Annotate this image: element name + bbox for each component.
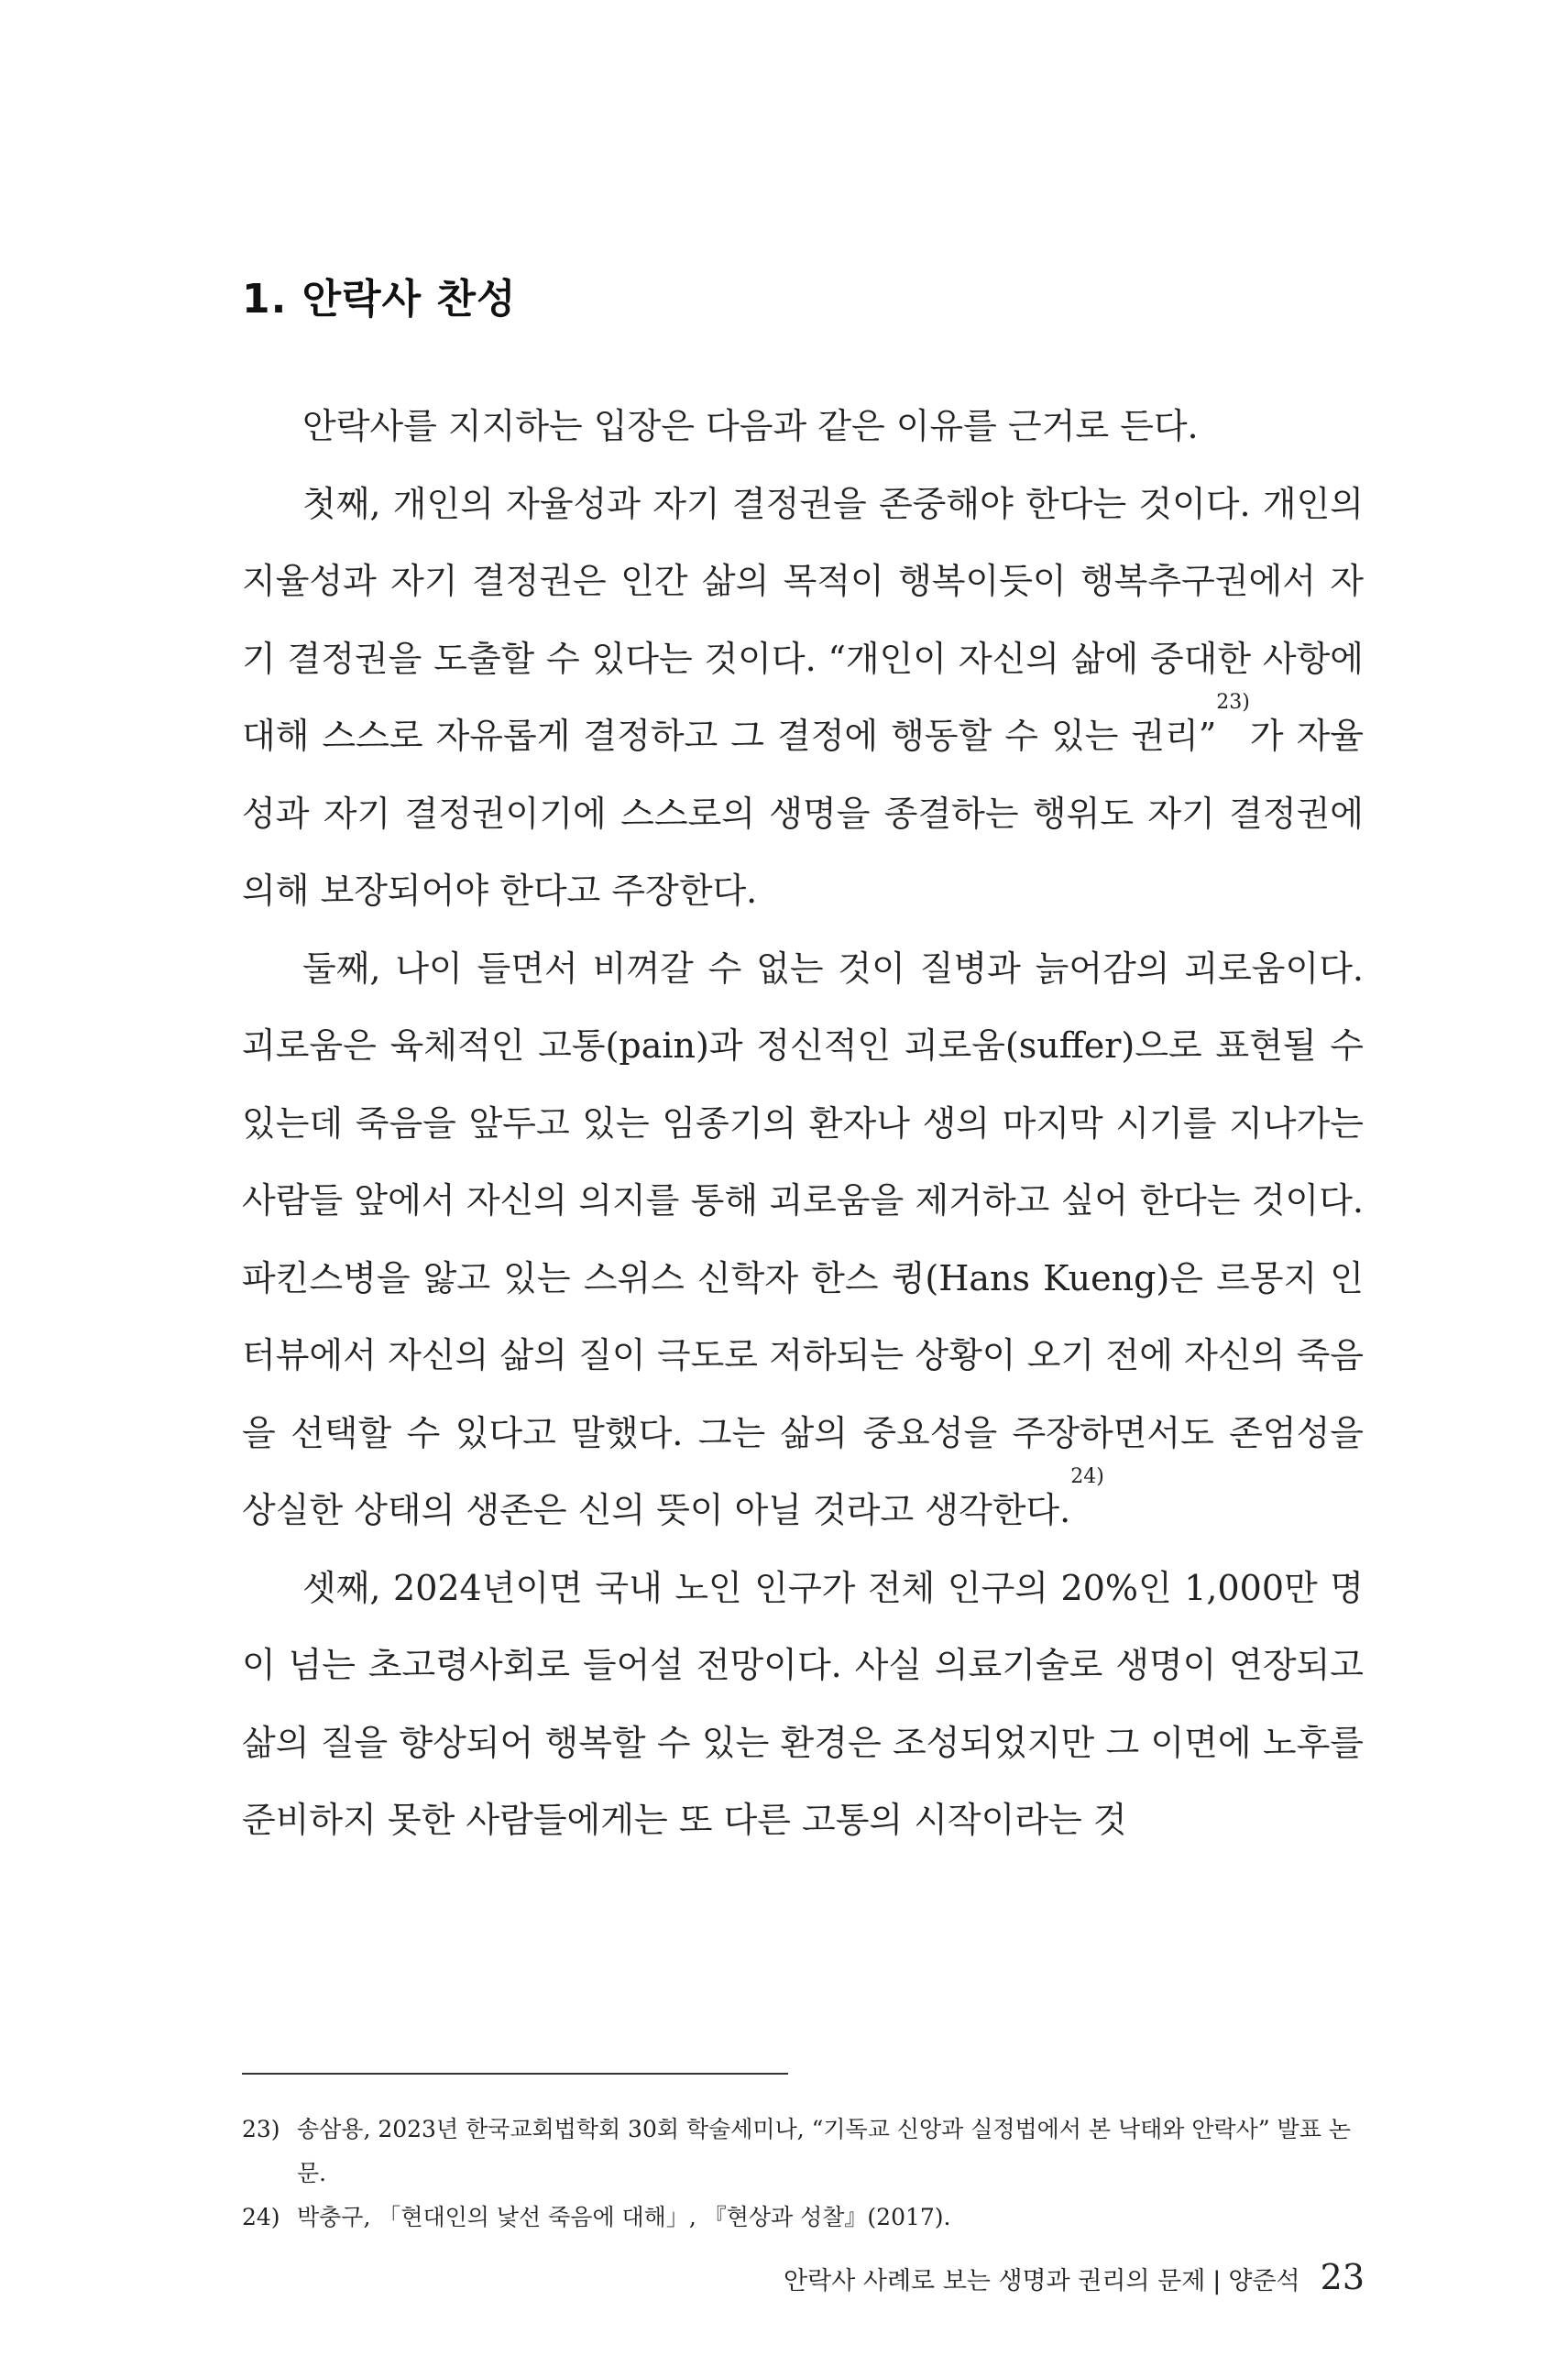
footnote-item [242, 2196, 1364, 2240]
footnote-item [242, 2108, 1364, 2196]
paragraph-1 [242, 388, 1364, 466]
footnote-text: 박충구, 「현대인의 낯선 죽음에 대해」, 『현상과 성찰』(2017). [297, 2204, 951, 2230]
paragraph-3 [242, 930, 1364, 1550]
section-heading: 1. 안락사 찬성 [242, 276, 517, 323]
paragraph-4 [242, 1550, 1364, 1859]
footnote-ref-24[interactable]: 24) [1070, 1465, 1104, 1488]
paragraph-1-text: 안락사를 지지하는 입장은 다음과 같은 이유를 근거로 든다. [302, 406, 1199, 446]
footnotes [242, 2108, 1364, 2240]
running-footer [784, 2257, 1365, 2297]
footnote-divider [242, 2073, 788, 2075]
paragraph-3-text: 둘째, 나이 들면서 비껴갈 수 없는 것이 질병과 늙어감의 괴로움이다. 괴로움은 육체적인 고통(pain)과 정신적인 괴로움(suffer)으로 표현될 수 있는데 죽음을 앞두고 있는 임종기의 환자나 생의 마지막 시기를 지나가는 사람들 앞에서 자신의 의지를 통해 괴로움을 제거하고 싶어 한다는 것이다. 파킨스병을 앓고 있는 스위스 신학자 한스 큉(Hans Kueng)은 르몽지 인터뷰에서 자신의 삶의 질이 극도로 저하되는 상황이 오기 전에 자신의 죽음을 선택할 수 있다고 말했다. 그는 삶의 중요성을 주장하면서도 존엄성을 상실한 상태의 생존은 신의 뜻이 아닐 것라고 생각한다. [242, 948, 1364, 1530]
footnote-number: 24) [242, 2204, 280, 2230]
footer-author: 양준석 [1228, 2267, 1300, 2295]
footer-title [784, 2261, 1300, 2296]
paragraph-2 [242, 466, 1364, 930]
footnote-text: 송삼용, 2023년 한국교회법학회 30회 학술세미나, “기독교 신앙과 실정법에서 본 낙태와 안락사” 발표 논문. [297, 2116, 1351, 2186]
page-number: 23 [1320, 2257, 1365, 2297]
footer-book-title: 안락사 사례로 보는 생명과 권리의 문제 [784, 2267, 1206, 2295]
paragraph-4-text: 셋째, 2024년이면 국내 노인 인구가 전체 인구의 20%인 1,000만 명이 넘는 초고령사회로 들어설 전망이다. 사실 의료기술로 생명이 연장되고 삶의 질을 향상되어 행복할 수 있는 환경은 조성되었지만 그 이면에 노후를 준비하지 못한 사람들에게는 또 다른 고통의 시작이라는 것 [242, 1567, 1364, 1840]
footnote-number: 23) [242, 2116, 280, 2142]
body-text [242, 388, 1364, 1859]
paragraph-2-text-a: 첫째, 개인의 자율성과 자기 결정권을 존중해야 한다는 것이다. 개인의 지율성과 자기 결정권은 인간 삶의 목적이 행복이듯이 행복추구권에서 자기 결정권을 도출할 수 있다는 것이다. “개인이 자신의 삶에 중대한 사항에 대해 스스로 자유롭게 결정하고 그 결정에 행동할 수 있는 권리” [242, 483, 1364, 756]
paragraph-2-text-b: 가 자율성과 자기 결정권이기에 스스로의 생명을 종결하는 행위도 자기 결정권에 의해 보장되어야 한다고 주장한다. [242, 716, 1364, 911]
footnote-ref-23[interactable]: 23) [1216, 691, 1250, 714]
footer-separator: | [1212, 2267, 1222, 2295]
